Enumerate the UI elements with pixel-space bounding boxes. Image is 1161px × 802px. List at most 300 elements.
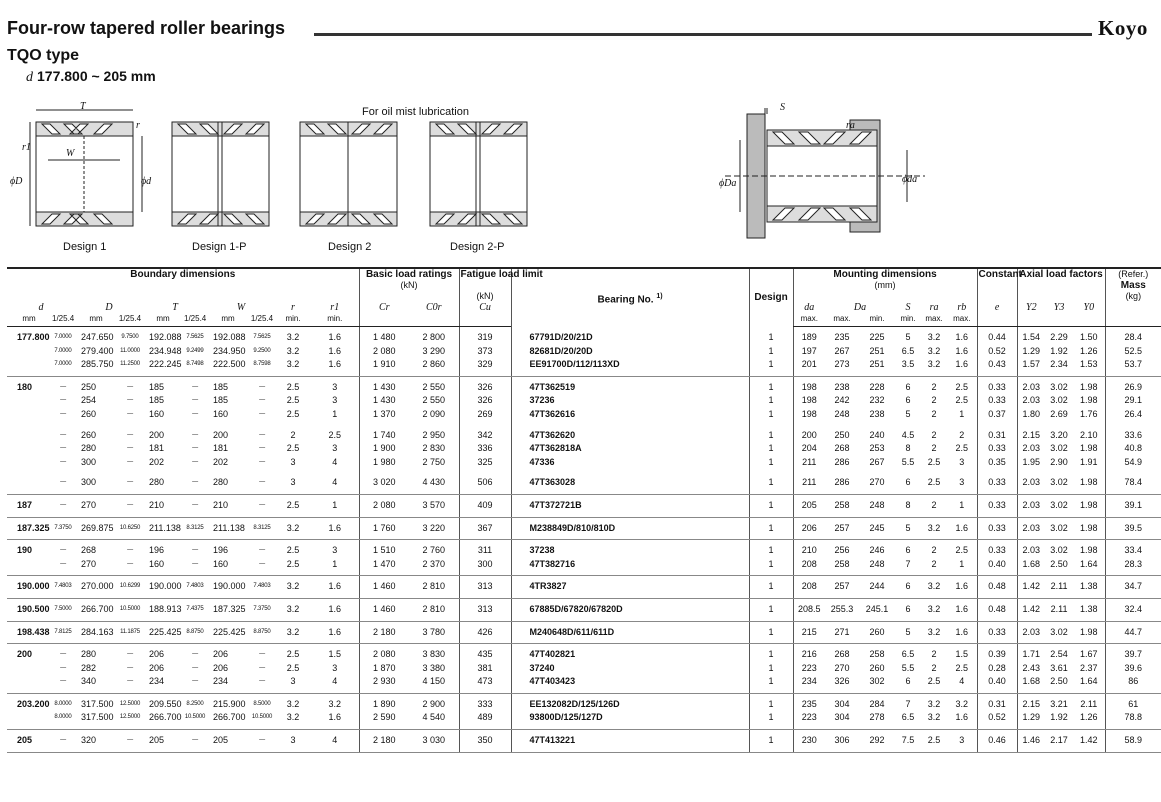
design-2-diagram bbox=[298, 100, 403, 253]
cell-y0: 1.26 bbox=[1080, 345, 1098, 356]
cell-t: 192.088 bbox=[149, 332, 182, 342]
sym-W: W bbox=[236, 302, 246, 313]
cell-ra: 2 bbox=[931, 662, 937, 673]
cell-e: 0.40 bbox=[977, 675, 1017, 693]
cell-cr: 2 180 bbox=[359, 730, 409, 753]
cell-bearing: 47T362620 bbox=[511, 422, 749, 443]
label-Da: ϕDa bbox=[719, 178, 737, 189]
cell-d bbox=[7, 558, 51, 576]
cell-y0: 1.98 bbox=[1080, 381, 1098, 392]
sym-Y0: Y0 bbox=[1083, 302, 1095, 313]
cell-d-in: — bbox=[127, 664, 133, 671]
header-boundary-dimensions: Boundary dimensions bbox=[130, 269, 236, 280]
cell-w-in: — bbox=[259, 431, 265, 438]
cell-da: 200 bbox=[793, 422, 825, 443]
cell-w-in: 8.5000 bbox=[253, 700, 271, 707]
header-basic-load-ratings bbox=[359, 268, 459, 291]
cell-cu: 426 bbox=[459, 621, 511, 644]
cell-c0r: 3 380 bbox=[422, 662, 446, 673]
cell-d-in: — bbox=[60, 445, 66, 452]
cell-w: 206 bbox=[213, 662, 229, 673]
cell-mass: 34.7 bbox=[1105, 576, 1161, 599]
cell-y0: 1.42 bbox=[1073, 730, 1105, 753]
cell-bearing: 93800D/125/127D bbox=[511, 711, 749, 729]
cell-mass: 26.9 bbox=[1105, 376, 1161, 394]
sym-Da: Da bbox=[853, 302, 867, 313]
label-da: ϕda bbox=[902, 174, 918, 185]
cell-da: 208 bbox=[793, 576, 825, 599]
cell-design: 1 bbox=[749, 644, 793, 662]
cell-d: 320 bbox=[75, 730, 117, 753]
cell-mass: 26.4 bbox=[1105, 408, 1161, 422]
table-row bbox=[7, 358, 1161, 376]
cell-w-in: 8.8750 bbox=[249, 621, 275, 644]
cell-bearing: 47T362519 bbox=[511, 376, 749, 394]
cell-bearing: 47336 bbox=[511, 456, 749, 470]
cell-rb: 3 bbox=[947, 730, 977, 753]
cell-e: 0.31 bbox=[977, 422, 1017, 443]
cell-y0: 1.38 bbox=[1073, 598, 1105, 621]
cell-ra: 2 bbox=[931, 408, 937, 419]
cell-e: 0.33 bbox=[977, 394, 1017, 408]
cell-ra: 3.2 bbox=[921, 621, 947, 644]
cell-t: 266.700 bbox=[143, 711, 183, 729]
cell-ra: 3.2 bbox=[921, 576, 947, 599]
cell-e: 0.31 bbox=[977, 693, 1017, 711]
cell-d: 340 bbox=[75, 675, 117, 693]
cell-cr: 1 510 bbox=[359, 540, 409, 558]
cell-w: 192.088 bbox=[213, 332, 246, 342]
cell-da-max: 256 bbox=[834, 545, 850, 556]
cell-cr: 1 890 bbox=[359, 693, 409, 711]
cell-y2: 1.68 bbox=[1017, 558, 1045, 576]
cell-t: 234.948 bbox=[149, 345, 182, 356]
cell-r1: 1.6 bbox=[311, 621, 359, 644]
bearing-no-label: Bearing No. bbox=[597, 293, 654, 305]
cell-ra: 2.5 bbox=[927, 456, 941, 467]
cell-da-min: 232 bbox=[869, 395, 885, 406]
sym-C0r: C0r bbox=[425, 302, 442, 313]
mass-unit: (kg) bbox=[1125, 291, 1142, 301]
cell-da: 198 bbox=[793, 408, 825, 422]
cell-bearing: 47T403423 bbox=[511, 675, 749, 693]
cell-w: 200 bbox=[213, 429, 229, 440]
cell-t: 205 bbox=[143, 730, 183, 753]
cell-d: 266.700 bbox=[75, 598, 117, 621]
cell-cr: 1 900 bbox=[359, 442, 409, 456]
cell-s: 6 bbox=[905, 545, 911, 556]
cell-t: 188.913 bbox=[143, 598, 183, 621]
cell-r1: 4 bbox=[311, 730, 359, 753]
cell-t-in: 8.7498 bbox=[183, 358, 207, 376]
sym-Cu: Cu bbox=[479, 302, 491, 313]
cell-d: 177.800 bbox=[17, 332, 50, 342]
cell-cu: 350 bbox=[459, 730, 511, 753]
cell-rb: 4 bbox=[947, 675, 977, 693]
table-row bbox=[7, 598, 1161, 621]
cell-mass: 78.8 bbox=[1105, 711, 1161, 729]
cell-y3: 3.02 bbox=[1045, 494, 1073, 517]
cell-r: 2.5 bbox=[286, 545, 300, 556]
cell-r: 3.2 bbox=[275, 598, 311, 621]
cell-r1: 1 bbox=[332, 408, 338, 419]
cell-da-min: 225 bbox=[869, 332, 885, 342]
cell-design: 1 bbox=[749, 345, 793, 359]
table-row bbox=[7, 345, 1161, 359]
cell-y2: 2.43 bbox=[1017, 662, 1045, 676]
brand-logo: Koyo bbox=[1098, 16, 1148, 40]
cell-da-min: 228 bbox=[869, 381, 885, 392]
cell-w: 187.325 bbox=[207, 598, 249, 621]
cell-c0r: 2 810 bbox=[409, 598, 459, 621]
cell-d-in: 8.0000 bbox=[54, 700, 72, 707]
cell-t: 211.138 bbox=[143, 517, 183, 540]
sym-Y3: Y3 bbox=[1053, 302, 1065, 313]
cell-w: 234 bbox=[207, 675, 249, 693]
cell-t: 200 bbox=[149, 429, 165, 440]
unit-min: min. bbox=[895, 313, 921, 327]
table-body bbox=[7, 327, 1161, 753]
cell-y2: 1.29 bbox=[1017, 345, 1045, 359]
cell-bearing: 47T382716 bbox=[511, 558, 749, 576]
bore-range bbox=[26, 68, 156, 86]
cell-t-in: — bbox=[192, 383, 198, 390]
cell-da-min: 251 bbox=[869, 345, 885, 356]
cell-cr: 1 460 bbox=[359, 598, 409, 621]
bearing-table bbox=[7, 267, 1157, 753]
unit-in: 1/25.4 bbox=[249, 313, 275, 327]
cell-design: 1 bbox=[749, 621, 793, 644]
cell-e: 0.44 bbox=[977, 327, 1017, 345]
cell-t: 185 bbox=[149, 381, 165, 392]
unit-max: max. bbox=[793, 313, 825, 327]
cell-cr: 1 760 bbox=[359, 517, 409, 540]
label-r: r bbox=[136, 120, 140, 131]
cell-s: 6 bbox=[895, 469, 921, 494]
unit-in: 1/25.4 bbox=[117, 313, 143, 327]
cell-d-in: — bbox=[117, 469, 143, 494]
cell-da: 223 bbox=[793, 711, 825, 729]
cell-da: 204 bbox=[793, 442, 825, 456]
cell-d-in: — bbox=[51, 558, 75, 576]
header-design: Design bbox=[749, 268, 793, 327]
sym-da: da bbox=[804, 302, 815, 313]
cell-c0r: 3 290 bbox=[422, 345, 446, 356]
cell-ra: 2 bbox=[931, 649, 937, 660]
caption-design-1: Design 1 bbox=[63, 241, 107, 253]
cell-d: 317.500 bbox=[81, 698, 114, 709]
cell-d-in: — bbox=[127, 445, 133, 452]
cell-rb: 1.6 bbox=[947, 358, 977, 376]
cell-d-in: 9.7500 bbox=[121, 334, 139, 340]
cell-t-in: — bbox=[192, 431, 198, 438]
cell-da: 201 bbox=[793, 358, 825, 376]
cell-da-max: 238 bbox=[834, 381, 850, 392]
cell-da: 211 bbox=[793, 469, 825, 494]
cell-rb: 2.5 bbox=[955, 395, 969, 406]
cell-da-min: 284 bbox=[869, 698, 885, 709]
cell-da-max: 257 bbox=[825, 576, 859, 599]
cell-d: 317.500 bbox=[75, 711, 117, 729]
cell-w: 185 bbox=[213, 395, 229, 406]
cell-rb: 2.5 bbox=[955, 662, 969, 673]
cell-y0: 1.38 bbox=[1073, 576, 1105, 599]
cell-da: 189 bbox=[793, 327, 825, 345]
cell-d: 280 bbox=[81, 649, 97, 660]
mass-ref: (Refer.) bbox=[1118, 269, 1149, 279]
cell-ra: 2 bbox=[931, 381, 937, 392]
cell-da-max: 304 bbox=[825, 711, 859, 729]
cell-d: 187 bbox=[7, 494, 51, 517]
cell-s: 6 bbox=[895, 598, 921, 621]
cell-w-in: — bbox=[249, 730, 275, 753]
cell-w: 222.500 bbox=[207, 358, 249, 376]
cell-d-in: 7.0000 bbox=[54, 334, 72, 340]
page-title: Four-row tapered roller bearings bbox=[7, 18, 286, 38]
unit-min: min. bbox=[311, 313, 359, 327]
cell-d bbox=[7, 358, 51, 376]
cell-t-in: — bbox=[192, 397, 198, 404]
cell-y3: 1.92 bbox=[1050, 345, 1068, 356]
cell-y3: 3.02 bbox=[1050, 545, 1068, 556]
header-constant: Constant bbox=[977, 268, 1017, 291]
header-mass bbox=[1105, 268, 1161, 313]
cell-d bbox=[7, 456, 51, 470]
cell-w: 190.000 bbox=[207, 576, 249, 599]
cell-y3: 3.20 bbox=[1050, 429, 1068, 440]
cell-w: 215.900 bbox=[213, 698, 246, 709]
cell-c0r: 2 810 bbox=[409, 576, 459, 599]
cell-y0: 1.50 bbox=[1080, 332, 1098, 342]
cell-y3: 2.11 bbox=[1045, 598, 1073, 621]
cell-cu: 326 bbox=[459, 376, 511, 394]
cell-bearing: 4TR3827 bbox=[511, 576, 749, 599]
table-row bbox=[7, 693, 1161, 711]
cell-w: 225.425 bbox=[207, 621, 249, 644]
cell-t-in: — bbox=[183, 469, 207, 494]
cell-d-in: — bbox=[60, 458, 66, 465]
cell-w: 181 bbox=[213, 443, 229, 454]
cell-d-in: 7.4803 bbox=[51, 576, 75, 599]
unit-mm: mm bbox=[7, 313, 51, 327]
cell-r: 2.5 bbox=[275, 494, 311, 517]
cell-d: 180 bbox=[17, 381, 33, 392]
cell-rb: 3 bbox=[959, 456, 965, 467]
cell-d-in: 11.0000 bbox=[120, 347, 140, 354]
cell-rb: 1 bbox=[947, 494, 977, 517]
cell-da: 198 bbox=[793, 394, 825, 408]
cell-w: 280 bbox=[207, 469, 249, 494]
cell-d: 205 bbox=[7, 730, 51, 753]
cell-d-in: — bbox=[51, 730, 75, 753]
cell-d: 285.750 bbox=[75, 358, 117, 376]
cell-design: 1 bbox=[749, 517, 793, 540]
cell-da-min: 278 bbox=[859, 711, 895, 729]
cell-d: 269.875 bbox=[75, 517, 117, 540]
cell-mass: 28.4 bbox=[1105, 327, 1161, 345]
cell-r1: 1.6 bbox=[311, 598, 359, 621]
cell-d-in: 10.5000 bbox=[117, 598, 143, 621]
table-row bbox=[7, 376, 1161, 394]
cell-d: 190 bbox=[17, 545, 33, 556]
cell-design: 1 bbox=[749, 662, 793, 676]
cell-mass: 28.3 bbox=[1105, 558, 1161, 576]
cell-da-max: 271 bbox=[825, 621, 859, 644]
cell-r1: 3 bbox=[332, 395, 338, 406]
cell-r1: 1.6 bbox=[328, 345, 342, 356]
cell-da-max: 248 bbox=[834, 408, 850, 419]
unit-min: min. bbox=[275, 313, 311, 327]
header-bearing-no bbox=[511, 268, 749, 327]
cell-da-max: 326 bbox=[825, 675, 859, 693]
cell-mass: 61 bbox=[1105, 693, 1161, 711]
cell-c0r: 3 570 bbox=[409, 494, 459, 517]
cell-d-in: 8.0000 bbox=[51, 711, 75, 729]
cell-w-in: — bbox=[249, 675, 275, 693]
cell-r1: 1 bbox=[311, 558, 359, 576]
table-row bbox=[7, 644, 1161, 662]
cell-d: 200 bbox=[17, 649, 33, 660]
cell-bearing: M238849D/810/810D bbox=[511, 517, 749, 540]
unit-mm: mm bbox=[143, 313, 183, 327]
cell-w-in: — bbox=[259, 458, 265, 465]
cell-d: 247.650 bbox=[81, 332, 114, 342]
cell-da-min: 240 bbox=[869, 429, 885, 440]
cell-rb: 1.6 bbox=[947, 576, 977, 599]
cell-r: 3 bbox=[275, 675, 311, 693]
cell-t: 210 bbox=[143, 494, 183, 517]
cell-d: 300 bbox=[81, 456, 97, 467]
sym-Cr: Cr bbox=[378, 302, 390, 313]
cell-design: 1 bbox=[749, 376, 793, 394]
caption-design-2p: Design 2-P bbox=[450, 241, 505, 253]
table-row bbox=[7, 730, 1161, 753]
cell-cr: 1 910 bbox=[359, 358, 409, 376]
cell-da-min: 267 bbox=[869, 456, 885, 467]
table-row bbox=[7, 422, 1161, 443]
cell-da-max: 257 bbox=[825, 517, 859, 540]
cell-da-min: 292 bbox=[859, 730, 895, 753]
cell-d bbox=[7, 711, 51, 729]
cell-c0r: 3 830 bbox=[422, 649, 446, 660]
cell-cr: 2 080 bbox=[359, 494, 409, 517]
cell-r1: 1.6 bbox=[328, 332, 342, 342]
cell-t-in: — bbox=[192, 445, 198, 452]
cell-d-in: — bbox=[51, 494, 75, 517]
cell-da-max: 286 bbox=[834, 456, 850, 467]
cell-y2: 1.42 bbox=[1017, 598, 1045, 621]
cell-y2: 1.57 bbox=[1017, 358, 1045, 376]
cell-t: 280 bbox=[143, 469, 183, 494]
cell-y3: 3.02 bbox=[1050, 381, 1068, 392]
cell-w-in: 10.5000 bbox=[249, 711, 275, 729]
design-1p-diagram bbox=[170, 100, 275, 253]
cell-d-in: — bbox=[51, 675, 75, 693]
cell-d-in: 12.5000 bbox=[117, 711, 143, 729]
cell-da-max: 267 bbox=[834, 345, 850, 356]
cell-da-min: 248 bbox=[859, 494, 895, 517]
cell-d-in: 10.6250 bbox=[117, 517, 143, 540]
cell-t: 234 bbox=[143, 675, 183, 693]
cell-da-max: 255.3 bbox=[825, 598, 859, 621]
cell-y3: 2.11 bbox=[1045, 576, 1073, 599]
cell-t: 202 bbox=[149, 456, 165, 467]
cell-ra: 3.2 bbox=[921, 711, 947, 729]
cell-w-in: 7.3750 bbox=[249, 598, 275, 621]
cell-d: 300 bbox=[75, 469, 117, 494]
cell-cu: 300 bbox=[459, 558, 511, 576]
cell-cu: 313 bbox=[459, 598, 511, 621]
sym-D: D bbox=[105, 302, 113, 313]
cell-da-max: 242 bbox=[834, 395, 850, 406]
sym-rb: rb bbox=[957, 302, 967, 313]
cell-da-min: 245.1 bbox=[859, 598, 895, 621]
cell-d-in: 11.1875 bbox=[117, 621, 143, 644]
cell-da-min: 246 bbox=[869, 545, 885, 556]
cell-y0: 1.91 bbox=[1080, 456, 1098, 467]
cell-mass: 29.1 bbox=[1105, 394, 1161, 408]
cell-t-in: 8.2500 bbox=[186, 700, 204, 707]
cell-c0r: 4 540 bbox=[409, 711, 459, 729]
cell-bearing: 67791D/20/21D bbox=[511, 327, 749, 345]
cell-cu: 381 bbox=[459, 662, 511, 676]
cell-e: 0.33 bbox=[977, 376, 1017, 394]
cell-y2: 2.15 bbox=[1017, 693, 1045, 711]
cell-w: 185 bbox=[213, 381, 229, 392]
cell-cu: 435 bbox=[459, 644, 511, 662]
cell-cr: 1 460 bbox=[359, 576, 409, 599]
cell-t-in: 7.4375 bbox=[183, 598, 207, 621]
table-row bbox=[7, 540, 1161, 558]
cell-cr: 1 480 bbox=[359, 327, 409, 345]
cell-cr: 1 430 bbox=[359, 376, 409, 394]
cell-t-in: 7.5625 bbox=[186, 334, 204, 340]
cell-s: 5 bbox=[905, 408, 911, 419]
cell-y3: 2.17 bbox=[1045, 730, 1073, 753]
cell-da: 230 bbox=[793, 730, 825, 753]
cell-y3: 2.54 bbox=[1050, 649, 1068, 660]
cell-y2: 2.03 bbox=[1017, 621, 1045, 644]
cell-d-in: 7.3750 bbox=[51, 517, 75, 540]
table-row bbox=[7, 327, 1161, 345]
cell-s: 6.5 bbox=[901, 649, 915, 660]
cell-design: 1 bbox=[749, 442, 793, 456]
table-row bbox=[7, 394, 1161, 408]
cell-rb: 1 bbox=[947, 558, 977, 576]
cell-r: 3.2 bbox=[275, 621, 311, 644]
cell-rb: 1.6 bbox=[947, 711, 977, 729]
cell-ra: 2.5 bbox=[921, 730, 947, 753]
sym-S: S bbox=[905, 302, 911, 313]
cell-ra: 2 bbox=[931, 443, 937, 454]
cell-e: 0.33 bbox=[977, 517, 1017, 540]
cell-da-min: 251 bbox=[859, 358, 895, 376]
title-rule bbox=[314, 33, 1092, 36]
cell-da-min: 238 bbox=[869, 408, 885, 419]
cell-ra: 2 bbox=[931, 545, 937, 556]
cell-r1: 1 bbox=[311, 494, 359, 517]
cell-cu: 329 bbox=[459, 358, 511, 376]
cell-d: 284.163 bbox=[75, 621, 117, 644]
cell-cr: 2 080 bbox=[359, 644, 409, 662]
cell-w-in: — bbox=[259, 547, 265, 554]
oil-mist-note: For oil mist lubrication bbox=[362, 106, 469, 118]
cell-c0r: 2 760 bbox=[422, 545, 446, 556]
cell-y0: 1.98 bbox=[1073, 621, 1105, 644]
cell-da-min: 270 bbox=[859, 469, 895, 494]
cell-d: 250 bbox=[81, 381, 97, 392]
design-1-diagram bbox=[8, 100, 158, 253]
